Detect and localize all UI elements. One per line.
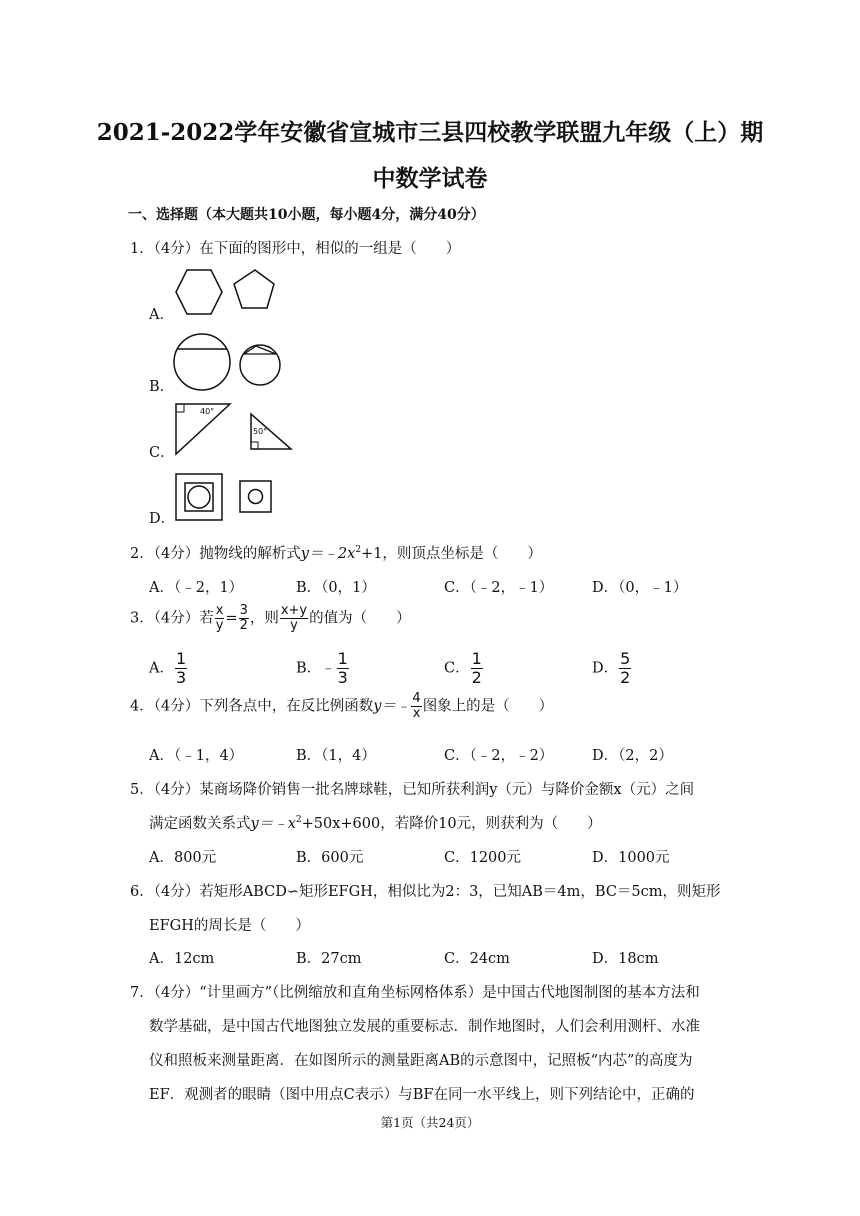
question-7-line1: 7．（4分）“计里画方”（比例缩放和直角坐标网格体系）是中国古代地图制图的基本方法和 [130, 985, 700, 1001]
q2-option-a: A．（﹣2，1） [149, 580, 244, 596]
q2-option-c: C．（﹣2，﹣1） [444, 580, 554, 596]
q1-option-d-figure [174, 472, 276, 522]
pentagon-shape [234, 270, 274, 308]
q5-option-b: B．600元 [296, 850, 364, 866]
question-7-line3: 仪和照板来测量距离．在如图所示的测量距离AB的示意图中，记照板“内芯”的高度为 [149, 1053, 693, 1069]
q4-option-d: D．（2，2） [592, 748, 673, 764]
q1-option-d-label: D． [149, 511, 176, 527]
angle-50-label: 50° [253, 427, 268, 436]
fraction-3-over-2: $\frac{3}{2}$ [239, 603, 248, 633]
small-circle-shape [240, 345, 280, 385]
page-footer: 第1页（共24页） [380, 1115, 480, 1130]
q2-option-b: B．（0，1） [296, 580, 376, 596]
exam-title-line1: 2021-2022学年安徽省宣城市三县四校教学联盟九年级（上）期 [96, 119, 764, 146]
q5-option-a: A．800元 [149, 850, 217, 866]
fraction-xy-over-y: $\frac{x+y}{y}$ [280, 603, 308, 633]
question-7-line2: 数学基础，是中国古代地图独立发展的重要标志．制作地图时，人们会利用测杆、水准 [149, 1019, 700, 1035]
q5-option-c: C．1200元 [444, 850, 521, 866]
exam-title-line2: 中数学试卷 [372, 165, 488, 192]
q1-option-a-figure [170, 268, 280, 320]
q4-option-a: A．（﹣1，4） [149, 748, 244, 764]
q6-option-c: C．24cm [444, 951, 510, 967]
q1-option-b-label: B． [149, 379, 175, 395]
q2-option-d: D．（0，﹣1） [592, 580, 688, 596]
question-5-line2: 满定函数关系式$y=﹣x^2+50x+600$，若降价10元，则获利为（ ） [149, 815, 602, 832]
question-6-line1: 6．（4分）若矩形ABCD∽矩形EFGH，相似比为2：3，已知AB＝4m，BC＝5cm，则矩形 [130, 884, 721, 900]
question-4-text: 4．（4分）下列各点中，在反比例函数y＝﹣ $\frac{4}{x}$ 图象上的是（ ） [130, 691, 554, 721]
q4-option-c: C．（﹣2，﹣2） [444, 748, 554, 764]
q3-option-c: C． $\frac{1}{2}$ [444, 649, 482, 687]
q1-option-a-label: A． [149, 307, 174, 323]
question-1-text: 1．（4分）在下面的图形中，相似的一组是（ ） [130, 241, 461, 257]
q3-option-a: A． $\frac{1}{3}$ [149, 649, 187, 687]
angle-40-label: 40° [200, 407, 215, 416]
question-7-line4: EF．观测者的眼睛（图中用点C表示）与BF在同一水平线上，则下列结论中，正确的 [149, 1087, 695, 1103]
q6-option-a: A．12cm [149, 951, 215, 967]
q1-option-b-figure [172, 332, 284, 394]
large-circle-shape [174, 334, 230, 390]
q4-option-b: B．（1，4） [296, 748, 376, 764]
question-6-line2: EFGH的周长是（ ） [149, 918, 310, 934]
section-heading: 一、选择题（本大题共10小题，每小题4分，满分40分） [128, 207, 485, 223]
fraction-x-over-y: $\frac{x}{y}$ [215, 603, 224, 633]
q1-option-c-label: C． [149, 445, 175, 461]
hexagon-shape [176, 270, 222, 314]
fraction-4-over-x: $\frac{4}{x}$ [412, 691, 421, 721]
question-2-text: 2．（4分）抛物线的解析式$y=﹣2x^2+1$，则顶点坐标是（ ） [130, 545, 542, 562]
question-5-line1: 5．（4分）某商场降价销售一批名牌球鞋，已知所获利润y（元）与降价金额x（元）之间 [130, 782, 695, 798]
outer-square-right [240, 481, 271, 512]
q3-option-d: D． $\frac{5}{2}$ [592, 649, 631, 687]
q1-option-c-figure [172, 400, 297, 456]
outer-square-left [176, 474, 222, 520]
q6-option-b: B．27cm [296, 951, 362, 967]
q6-option-d: D．18cm [592, 951, 659, 967]
question-3-text: 3．（4分）若 $\frac{x}{y}$ = $\frac{3}{2}$ ，则 $\frac{x+y}{y}$ 的值为（ ） [130, 603, 411, 633]
q3-option-b: B．﹣ $\frac{1}{3}$ [296, 649, 348, 687]
q5-option-d: D．1000元 [592, 850, 670, 866]
